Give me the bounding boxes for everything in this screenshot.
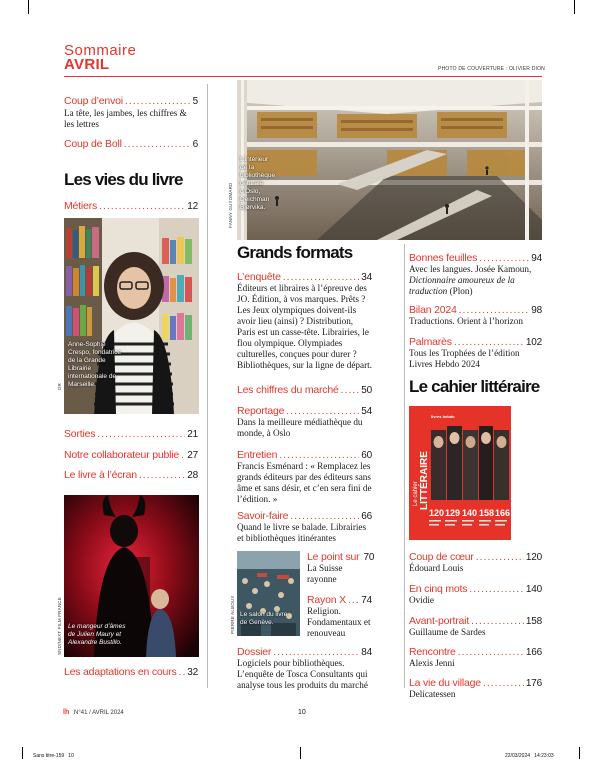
credit-film-still: SND/NEXT FILM FRANCE [57,597,62,655]
toc-label: Entretien [237,449,278,461]
cover-page-numbers [429,506,511,536]
toc-page: 50 [361,385,372,396]
toc-label: Dossier [237,646,272,658]
toc-page: 102 [525,337,542,348]
desc-entretien: Francis Esménard : « Remplacez les grands éditeurs par des éditeurs sans âme et sans désir, et c’en sera fini de l’édition. » [237,461,372,504]
header-rule [64,76,542,77]
crop-mark [22,747,23,759]
column-divider-1 [207,84,208,688]
slug-left: Sans titre-159 10 [33,753,74,759]
section-cahier-litteraire: Le cahier littéraire [409,377,540,396]
toc-label: Reportage [237,405,285,417]
desc-bonnes-feuilles-title: Dictionnaire amoureux de la traduction [409,275,515,296]
desc-avant-portrait: Guillaume de Sardes [409,627,486,637]
toc-sorties[interactable] [64,428,198,440]
toc-metiers[interactable] [64,200,198,212]
toc-page: 84 [361,647,372,658]
cover-word2: LITTÉRAIRE [419,451,430,510]
desc-bonnes-feuilles [409,264,543,297]
desc-coup-denvoi: La tête, les jambes, les chiffres & les lettres [64,108,187,129]
toc-savoir-faire[interactable] [237,510,372,522]
toc-chiffres[interactable] [237,384,372,396]
desc-bonnes-feuilles-1: Avec les langues. Josée Kamoun, [409,264,532,274]
toc-avant-portrait[interactable] [409,615,542,627]
footer-issue: N°41 / AVRIL 2024 [74,710,124,716]
toc-livre-ecran[interactable] [64,469,198,481]
crop-mark [579,747,580,759]
toc-label: En cinq mots [409,583,468,595]
column-divider-2 [404,244,405,688]
svg-text:158: 158 [479,508,495,518]
toc-label: Les chiffres du marché [237,384,339,396]
toc-label: Le livre à l’écran [64,469,137,481]
toc-bilan[interactable] [409,304,542,316]
toc-label: Avant-portrait [409,615,470,627]
toc-cinq-mots[interactable] [409,583,542,595]
toc-label: Le point sur [307,551,360,563]
toc-label: Notre collaborateur publie [64,449,180,461]
toc-label: Savoir-faire [237,510,289,522]
caption-film-still: Le mangeur d’âmes de Julien Maury et Alexandre Bustillo. [68,623,126,646]
toc-label: La vie du village [409,677,481,689]
svg-text:129: 129 [445,508,461,518]
toc-enquete[interactable] [237,271,372,283]
toc-label: L’enquête [237,271,281,283]
desc-dossier: Logiciels pour bibliothèques. L’enquête de Tosca Consultants qui analyse tous les produits du marché [237,658,368,690]
toc-label: Bonnes feuilles [409,252,478,264]
cahier-cover [409,406,511,540]
toc-page: 6 [192,139,198,150]
toc-page: 32 [187,667,198,678]
desc-savoir-faire: Quand le livre se balade. Librairies et bibliothèques itinérantes [237,522,367,543]
toc-page: 12 [187,201,198,212]
toc-page: 140 [525,584,542,595]
toc-page: 5 [192,96,198,107]
desc-bonnes-feuilles-3: (Plon) [449,286,473,296]
toc-page: 176 [525,678,542,689]
toc-reportage[interactable] [237,405,372,417]
credit-oslo-library: FANNY GUYOMARD [228,182,233,228]
toc-label: Coup de Boll [64,138,122,150]
desc-coup-coeur: Édouard Louis [409,563,464,573]
toc-label: Coup d’envoi [64,95,123,107]
toc-coup-de-boll[interactable] [64,138,198,150]
credit-geneve: PIERRE ALBOUY [230,595,235,634]
toc-label: Sorties [64,428,96,440]
crop-mark [28,0,29,14]
desc-point-sur: La Suisse rayonne [307,563,343,584]
footer-page-number: 10 [298,709,306,716]
credit-bookseller: DR [57,383,62,390]
desc-enquete: Éditeurs et libraires à l’épreuve des JO. Édition, à vos marques. Prêts ? Les Jeux olympiques doivent-ils avoir lieu (ainsi) ? Distribution, Paris est un casse-tête. Librairies, le flou olympique. Olympiades culturelles, conçues pour durer ? Bibliothèques, sur la ligne de départ. [237,283,372,370]
crop-mark [574,0,575,14]
toc-label: Métiers [64,200,98,212]
cover-brand: livres hebdo [431,414,455,419]
toc-page: 66 [361,511,372,522]
toc-page: 34 [361,272,372,283]
cover-portraits [431,420,509,500]
toc-page: 74 [361,595,372,606]
toc-page: 21 [187,429,198,440]
svg-text:120: 120 [429,508,445,518]
crop-mark [300,747,301,759]
toc-page: 94 [531,253,542,264]
toc-page: 60 [361,450,372,461]
cover-credit: PHOTO DE COUVERTURE : OLIVIER DION [438,66,545,72]
toc-collaborateur[interactable] [64,449,198,461]
toc-rayon-x[interactable] [307,594,372,606]
toc-coup-coeur[interactable] [409,551,542,563]
section-vies-du-livre: Les vies du livre [64,170,183,189]
toc-bonnes-feuilles[interactable] [409,252,542,264]
caption-bookseller: Anne-Sophie Crespo, fondatrice de la Grande Librairie internationale de Marseille. [68,341,122,388]
toc-label: Les adaptations en cours [64,666,177,678]
caption-oslo-library: L’intérieur de la bibliothèque centrale d’Oslo, Deichman Bjørvika. [240,156,276,211]
svg-text:166: 166 [495,508,511,518]
toc-page: 70 [363,552,375,563]
desc-vie-village: Delicatessen [409,689,456,699]
toc-page: 27 [187,450,198,461]
toc-point-sur[interactable] [307,551,375,563]
caption-geneve: Le salon du livre de Genève. [240,611,288,626]
toc-page: 166 [525,647,542,658]
toc-page: 158 [525,616,542,627]
toc-rencontre[interactable] [409,646,542,658]
svg-text:140: 140 [462,508,478,518]
toc-vie-village[interactable] [409,677,542,689]
header-month: AVRIL [64,56,110,73]
desc-rencontre: Alexis Jenni [409,658,455,668]
desc-bilan: Traductions. Orient à l’horizon [409,316,523,326]
toc-label: Rencontre [409,646,456,658]
desc-reportage: Dans la meilleure médiathèque du monde, à Oslo [237,417,363,438]
toc-adaptations[interactable] [64,666,198,678]
toc-dossier[interactable] [237,646,372,658]
photo-oslo-library [237,80,542,240]
footer-logo: lh [63,709,70,716]
cover-word1: Le cahier [413,481,419,506]
desc-palmares: Tous les Trophées de l’édition Livres Hebdo 2024 [409,348,520,369]
toc-palmares[interactable] [409,336,542,348]
toc-label: Palmarès [409,336,452,348]
toc-page: 120 [525,552,542,563]
desc-rayon-x: Religion. Fondamentaux et renouveau [307,606,371,638]
toc-page: 54 [361,406,372,417]
toc-label: Bilan 2024 [409,304,457,316]
toc-page: 28 [187,470,198,481]
toc-page: 98 [531,305,542,316]
desc-cinq-mots: Ovidie [409,595,435,605]
toc-label: Rayon X [307,594,346,606]
toc-coup-denvoi[interactable] [64,95,198,107]
slug-right: 22/03/2024 14:23:03 [505,753,554,759]
section-grands-formats: Grands formats [237,243,353,262]
toc-label: Coup de cœur [409,551,474,563]
library-illustration [237,80,542,240]
header-kicker: Sommaire [64,42,137,59]
toc-entretien[interactable] [237,449,372,461]
